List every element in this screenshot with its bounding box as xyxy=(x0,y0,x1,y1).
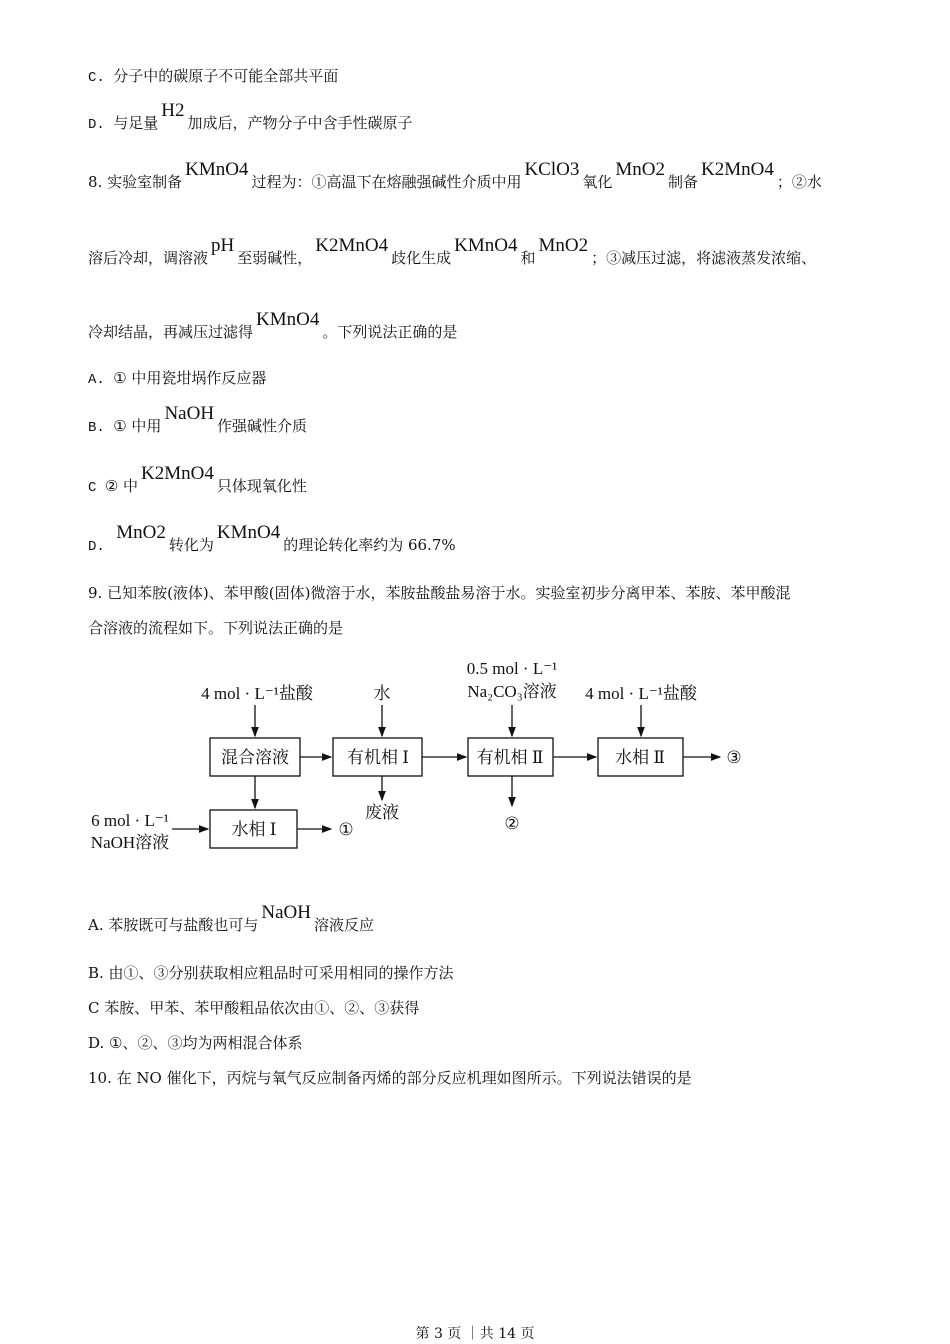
chemical-formula: MnO2 xyxy=(615,159,665,180)
chemical-formula: K2MnO4 xyxy=(141,463,214,484)
text-segment: 过程为：①高温下在熔融强碱性介质中用 xyxy=(251,173,522,191)
chemical-formula: K2MnO4 xyxy=(701,159,774,180)
chemical-formula: KMnO4 xyxy=(185,159,249,180)
text-segment: 溶液反应 xyxy=(313,916,374,934)
text-segment: 至弱碱性， xyxy=(237,249,313,267)
chemical-formula: KMnO4 xyxy=(256,309,320,330)
box-label: 有机相 Ⅱ xyxy=(476,748,544,767)
text-segment: 10. 在 NO 催化下，丙烷与氧气反应制备丙烯的部分反应机理如图所示。下列说法错误的是 xyxy=(88,1069,692,1087)
chemical-formula: MnO2 xyxy=(538,235,589,256)
reagent-na2co3-conc: 0.5 mol · L⁻¹ xyxy=(466,659,558,678)
text-segment: 和 xyxy=(520,249,536,267)
box-label: 水相 Ⅰ xyxy=(231,820,277,839)
text-segment: ① 中用瓷坩埚作反应器 xyxy=(113,369,267,387)
reagent-water: 水 xyxy=(373,684,391,703)
text-segment: 。下列说法正确的是 xyxy=(322,323,458,341)
text-segment: 8. 实验室制备 xyxy=(88,173,183,191)
chemical-formula: MnO2 xyxy=(116,522,166,543)
text-segment: 氧化 xyxy=(582,173,613,191)
chemical-formula: pH xyxy=(211,235,235,256)
text-segment: 的理论转化率约为 66.7% xyxy=(283,536,456,554)
text-segment: ；③减压过滤，将滤液蒸发浓缩、 xyxy=(591,249,817,267)
option-label: B. xyxy=(88,420,114,436)
text-line xyxy=(88,902,374,935)
option-label: C. xyxy=(88,70,114,86)
text-line xyxy=(88,998,419,1018)
text-segment: B. 由①、③分别获取相应粗品时可采用相同的操作方法 xyxy=(88,964,454,982)
waste-label: 废液 xyxy=(365,803,399,822)
chemical-formula: K2MnO4 xyxy=(315,235,389,256)
text-segment: 歧化生成 xyxy=(391,249,452,267)
reagent-hcl-2: 4 mol · L⁻¹盐酸 xyxy=(585,684,697,703)
text-line xyxy=(88,963,454,983)
text-segment: 加成后，产物分子中含手性碳原子 xyxy=(187,114,413,132)
chemical-formula: H2 xyxy=(161,100,185,121)
box-label: 混合溶液 xyxy=(221,748,289,767)
naoh-conc-label: 6 mol · L⁻¹ xyxy=(91,811,169,830)
text-segment: 转化为 xyxy=(168,536,214,554)
text-segment: 合溶液的流程如下。下列说法正确的是 xyxy=(88,619,344,637)
text-segment: 9. 已知苯胺(液体)、苯甲酸(固体)微溶于水，苯胺盐酸盐易溶于水。实验室初步分离甲苯、苯胺、苯甲酸混 xyxy=(88,584,791,602)
chemical-formula: NaOH xyxy=(164,403,215,424)
output-1: ① xyxy=(338,820,354,839)
chemical-formula: KMnO4 xyxy=(216,522,281,543)
text-line xyxy=(88,1068,692,1088)
box-label: 有机相 Ⅰ xyxy=(347,748,409,767)
text-segment: C 苯胺、甲苯、苯甲酸粗品依次由①、②、③获得 xyxy=(88,999,420,1017)
text-segment: 只体现氧化性 xyxy=(216,477,307,495)
text-segment: 与足量 xyxy=(113,114,159,132)
option-label: C xyxy=(88,480,105,496)
text-segment: 制备 xyxy=(668,173,699,191)
text-segment: 作强碱性介质 xyxy=(217,417,308,435)
option-label: D. xyxy=(88,539,114,555)
page-footer: 第 3 页 ｜共 14 页 xyxy=(415,1326,535,1342)
text-segment: 冷却结晶，再减压过滤得 xyxy=(88,323,254,341)
output-3: ③ xyxy=(726,748,742,767)
text-segment: ；②水 xyxy=(776,173,822,191)
text-segment: ① 中用 xyxy=(113,417,162,435)
box-label: 水相 Ⅱ xyxy=(615,748,665,767)
text-segment: D. ①、②、③均为两相混合体系 xyxy=(88,1034,303,1052)
naoh-label: NaOH溶液 xyxy=(90,833,170,852)
text-segment: 溶后冷却，调溶液 xyxy=(88,249,209,267)
chemical-formula: KMnO4 xyxy=(454,235,518,256)
option-label: A. xyxy=(88,372,114,388)
option-label: D. xyxy=(88,117,114,133)
chemical-formula: NaOH xyxy=(261,902,311,923)
text-line xyxy=(88,1033,302,1053)
text-segment: A. 苯胺既可与盐酸也可与 xyxy=(88,916,259,934)
text-segment: 分子中的碳原子不可能全部共平面 xyxy=(113,67,339,85)
reagent-na2co3: Na₂CO₃溶液 xyxy=(467,682,557,701)
output-2: ② xyxy=(504,814,520,833)
reagent-hcl-1: 4 mol · L⁻¹盐酸 xyxy=(201,684,313,703)
chemical-formula: KClO3 xyxy=(524,159,580,180)
text-segment: ② 中 xyxy=(104,477,139,495)
